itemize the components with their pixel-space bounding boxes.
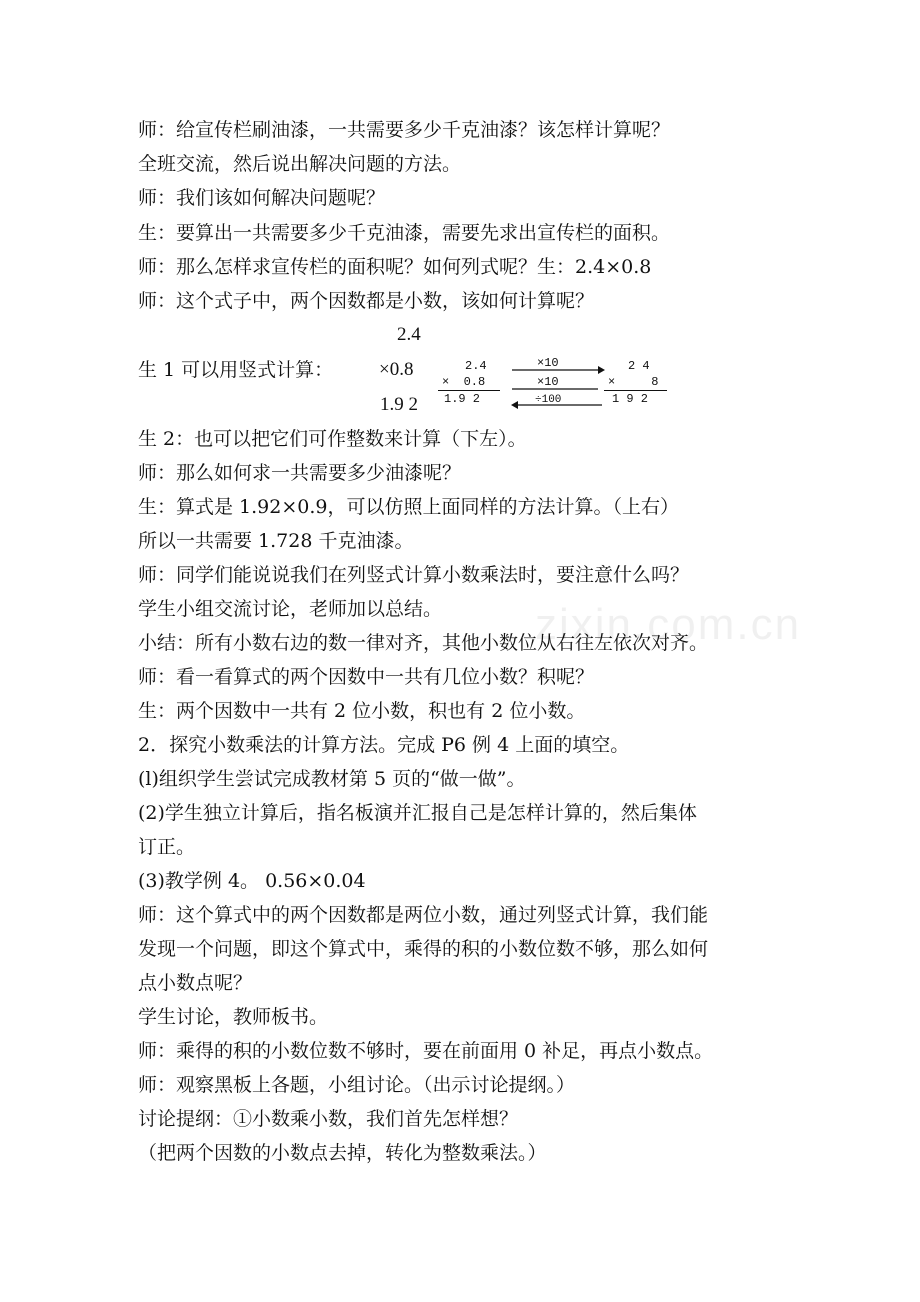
watermark: zixin.com.cn bbox=[535, 600, 802, 649]
text-line: 学生讨论，教师板书。 bbox=[138, 1006, 329, 1028]
text-line: 全班交流，然后说出解决问题的方法。 bbox=[138, 153, 462, 175]
text-line: 生 2：也可以把它们可作整数来计算（下左）。 bbox=[138, 428, 527, 450]
mini-left-mult: × 0.8 bbox=[442, 375, 486, 389]
text-line: 学生小组交流讨论，老师加以总结。 bbox=[138, 598, 443, 620]
text-line: (l)组织学生尝试完成教材第 5 页的“做一做”。 bbox=[138, 768, 526, 790]
arrows-diagram bbox=[510, 362, 605, 412]
mini-right-top: 2 4 bbox=[628, 359, 650, 373]
mini-right-result: 1 9 2 bbox=[612, 392, 649, 406]
text-line: 师：这个式子中，两个因数都是小数，该如何计算呢？ bbox=[138, 290, 595, 312]
mini-left-result: 1.9 2 bbox=[444, 392, 481, 406]
text-line: 2．探究小数乘法的计算方法。完成 P6 例 4 上面的填空。 bbox=[138, 734, 630, 756]
text-line: 师：给宣传栏刷油漆，一共需要多少千克油漆？该怎样计算呢？ bbox=[138, 119, 671, 141]
text-line: 师：那么如何求一共需要多少油漆呢？ bbox=[138, 462, 462, 484]
text-line: （把两个因数的小数点去掉，转化为整数乘法。） bbox=[138, 1142, 547, 1164]
text-line: 师：观察黑板上各题，小组讨论。（出示讨论提纲。） bbox=[138, 1074, 576, 1096]
mini-right-rule bbox=[604, 390, 667, 391]
arrow-label-2: ×10 bbox=[537, 375, 559, 389]
text-line: 师：看一看算式的两个因数中一共有几位小数？积呢？ bbox=[138, 666, 595, 688]
arrow-label-3: ÷100 bbox=[535, 394, 562, 406]
text-line: 所以一共需要 1.728 千克油漆。 bbox=[138, 530, 414, 552]
vertical-prefix: 生 1 可以用竖式计算： bbox=[138, 359, 334, 381]
text-line: 订正。 bbox=[138, 836, 196, 858]
vertical-result: 1.9 2 bbox=[380, 394, 418, 415]
text-line: 师：同学们能说说我们在列竖式计算小数乘法时，要注意什么吗？ bbox=[138, 564, 690, 586]
mini-right-mult: × 8 bbox=[608, 375, 659, 389]
text-line: 点小数点呢？ bbox=[138, 972, 253, 994]
text-line: 师：我们该如何解决问题呢？ bbox=[138, 187, 386, 209]
text-line: (2)学生独立计算后，指名板演并汇报自己是怎样计算的，然后集体 bbox=[138, 802, 697, 824]
text-line: 小结：所有小数右边的数一律对齐，其他小数位从右往左依次对齐。 bbox=[138, 632, 709, 654]
arrow-label-1: ×10 bbox=[537, 356, 559, 370]
text-line: 讨论提纲：①小数乘小数，我们首先怎样想？ bbox=[138, 1108, 519, 1130]
mini-left-rule bbox=[438, 390, 500, 391]
text-line: 师：这个算式中的两个因数都是两位小数，通过列竖式计算，我们能 bbox=[138, 904, 709, 926]
text-line: 师：那么怎样求宣传栏的面积呢？如何列式呢？生：2.4×0.8 bbox=[138, 256, 652, 278]
text-line: 发现一个问题，即这个算式中，乘得的积的小数位数不够，那么如何 bbox=[138, 938, 709, 960]
text-line: 师：乘得的积的小数位数不够时，要在前面用 0 补足，再点小数点。 bbox=[138, 1040, 714, 1062]
vertical-mult: ×0.8 bbox=[379, 359, 414, 380]
text-line: 生：两个因数中一共有 2 位小数，积也有 2 位小数。 bbox=[138, 700, 586, 722]
text-line: 生：要算出一共需要多少千克油漆，需要先求出宣传栏的面积。 bbox=[138, 222, 671, 244]
text-line: 生：算式是 1.92×0.9，可以仿照上面同样的方法计算。（上右） bbox=[138, 496, 679, 518]
text-line: (3)教学例 4。 0.56×0.04 bbox=[138, 870, 366, 892]
mini-left-top: 2.4 bbox=[465, 359, 487, 373]
vertical-top: 2.4 bbox=[397, 324, 421, 345]
